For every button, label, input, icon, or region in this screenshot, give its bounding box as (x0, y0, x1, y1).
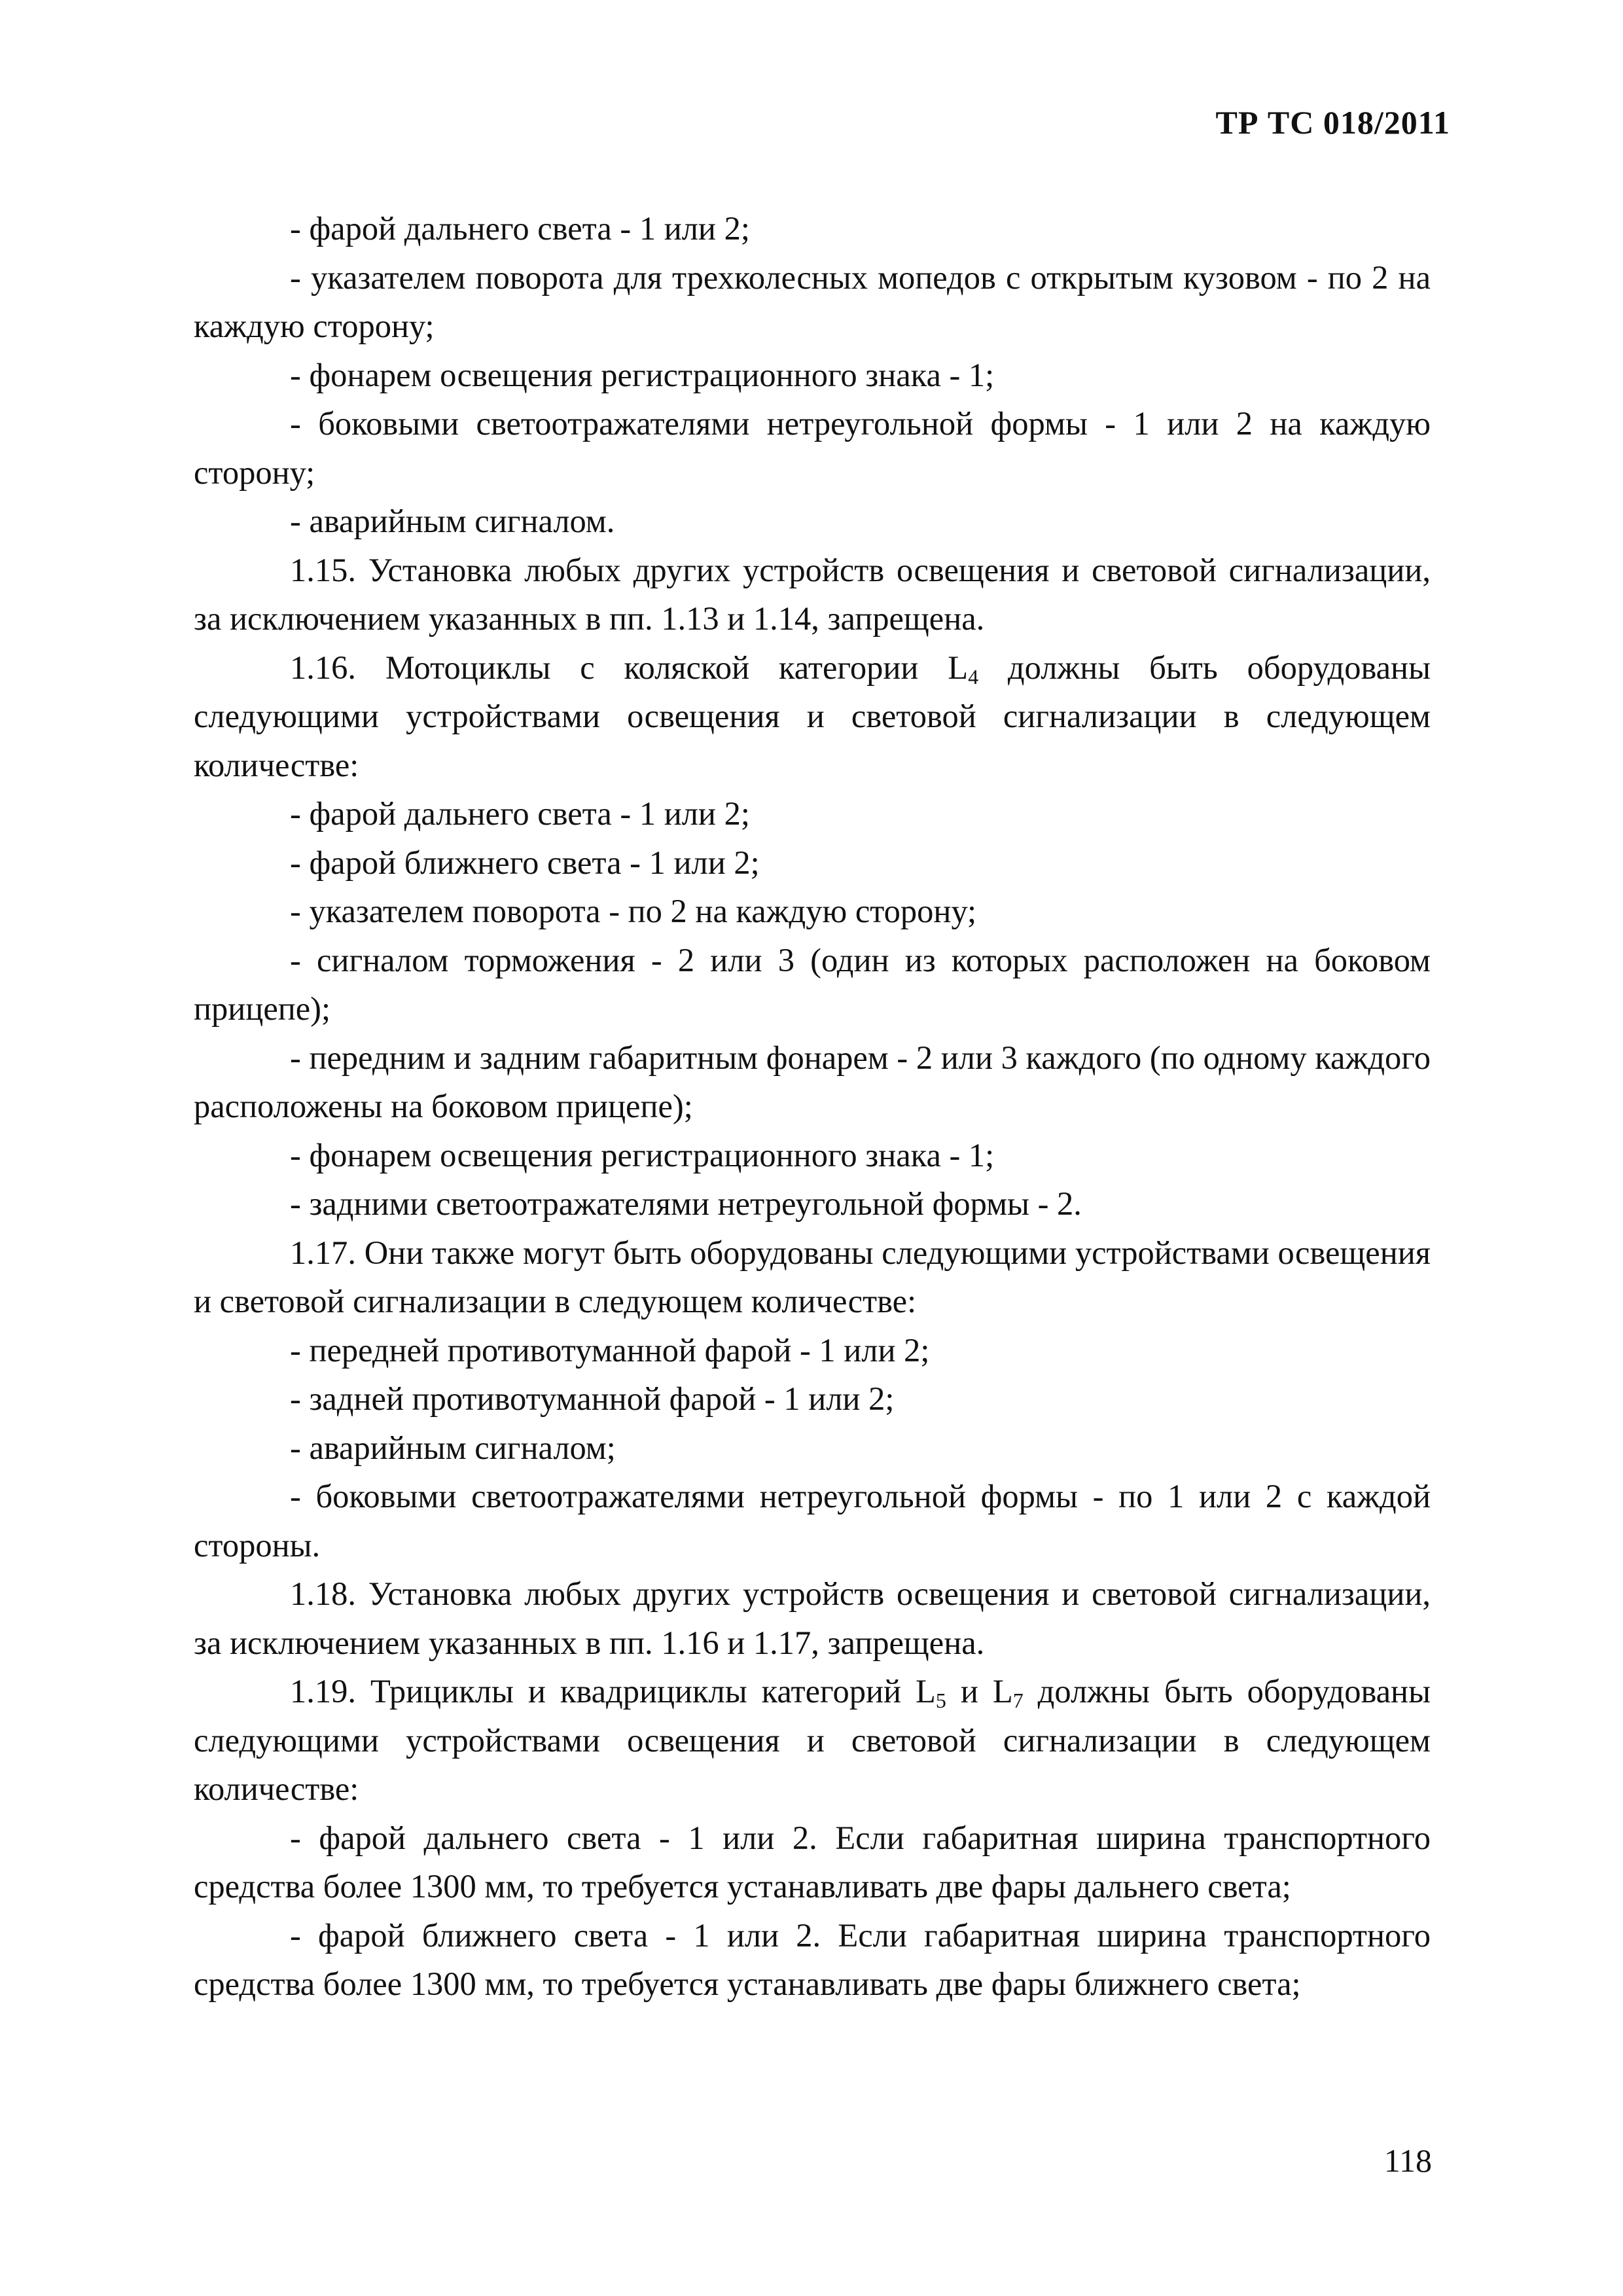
list-item: - задней противотуманной фарой - 1 или 2; (290, 1380, 895, 1417)
clause-1-15: 1.15. Установка любых других устройств освещения и световой сигнализации, за исключением указанных в пп. 1.13 и 1.14, запрещена. (194, 551, 1431, 637)
list-item: - аварийным сигналом. (290, 503, 615, 539)
list-item: - фонарем освещения регистрационного знака - 1; (290, 356, 995, 393)
list-item: - фарой ближнего света - 1 или 2. Если габаритная ширина транспортного средства более 1300 мм, то требуется устанавливать две фары ближнего света; (194, 1916, 1431, 2002)
list-item: - фарой дальнего света - 1 или 2; (290, 795, 750, 832)
list-item: - передним и задним габаритным фонарем - 2 или 3 каждого (по одному каждого расположены на боковом прицепе); (194, 1039, 1431, 1124)
clause-1-19: 1.19. Трициклы и квадрициклы категорий $L_5$ и $L_7$ должны быть оборудованы следующими устройствами освещения и световой сигнализации в следующем количестве: (194, 1673, 1431, 1807)
list-item: - фарой дальнего света - 1 или 2; (290, 210, 750, 247)
list-item: - боковыми светоотражателями нетреугольной формы - 1 или 2 на каждую сторону; (194, 405, 1431, 491)
list-item: - задними светоотражателями нетреугольной формы - 2. (290, 1185, 1082, 1222)
list-item: - указателем поворота для трехколесных мопедов с открытым кузовом - по 2 на каждую сторону; (194, 259, 1431, 344)
list-item: - аварийным сигналом; (290, 1429, 616, 1466)
list-item: - фонарем освещения регистрационного знака - 1; (290, 1136, 995, 1174)
clause-1-18: 1.18. Установка любых других устройств освещения и световой сигнализации, за исключением указанных в пп. 1.16 и 1.17, запрещена. (194, 1575, 1431, 1661)
page-number: 118 (1383, 2142, 1432, 2179)
list-item: - фарой дальнего света - 1 или 2. Если габаритная ширина транспортного средства более 1300 мм, то требуется устанавливать две фары дальнего света; (194, 1819, 1431, 1905)
list-item: - фарой ближнего света - 1 или 2; (290, 844, 760, 881)
list-item: - указателем поворота - по 2 на каждую сторону; (290, 893, 977, 929)
list-item: - сигналом торможения - 2 или 3 (один из которых расположен на боковом прицепе); (194, 941, 1431, 1027)
list-item: - боковыми светоотражателями нетреугольной формы - по 1 или 2 с каждой стороны. (194, 1478, 1431, 1564)
document-body (194, 204, 1431, 2009)
clause-1-17: 1.17. Они также могут быть оборудованы следующими устройствами освещения и световой сигнализации в следующем количестве: (194, 1234, 1431, 1319)
clause-1-16: 1.16. Мотоциклы с коляской категории $L_4$ должны быть оборудованы следующими устройствами освещения и световой сигнализации в следующем количестве: (194, 649, 1431, 783)
document-code-header: ТР ТС 018/2011 (1215, 104, 1450, 141)
list-item: - передней противотуманной фарой - 1 или 2; (290, 1331, 930, 1369)
